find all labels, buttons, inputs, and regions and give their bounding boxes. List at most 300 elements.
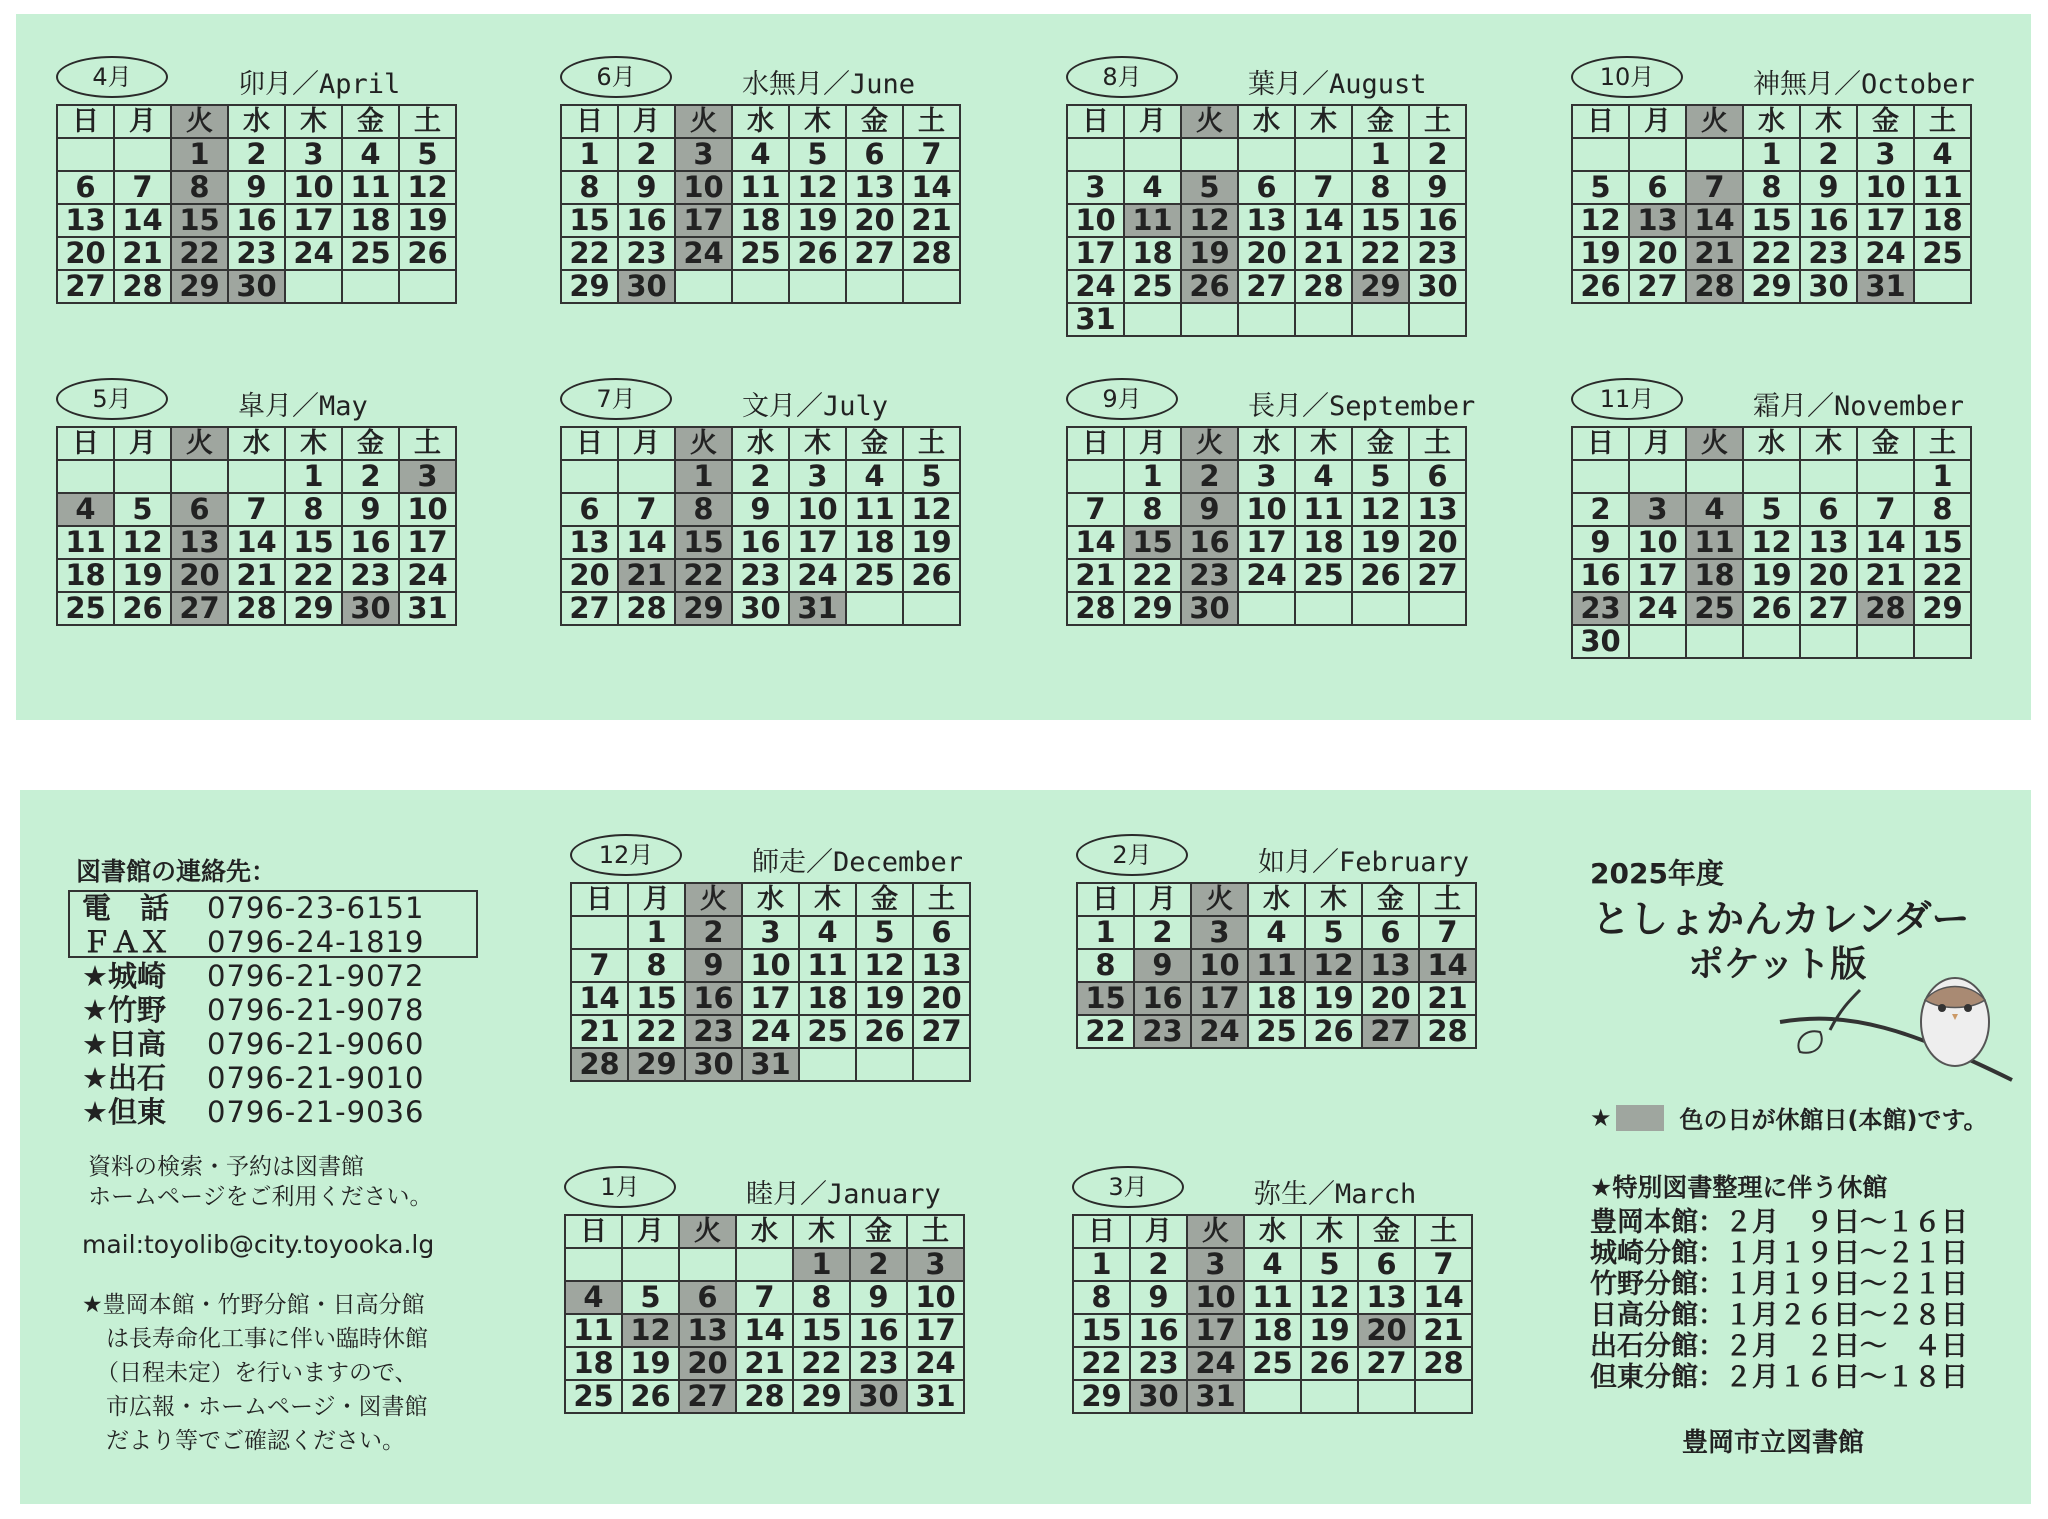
week-row — [1572, 625, 1971, 658]
day-cell: 12 — [399, 171, 456, 204]
day-cell: 20 — [913, 982, 970, 1015]
month-grid — [56, 104, 457, 304]
day-cell: 28 — [228, 592, 285, 625]
closure-dates: １月２６日～２８日 — [1725, 1300, 1968, 1331]
day-cell: 1 — [171, 138, 228, 171]
calendar-header — [56, 378, 478, 430]
legend-text: 色の日が休館日(本館)です。 — [1679, 1106, 1988, 1134]
day-cell: 4 — [1295, 460, 1352, 493]
day-cell: 17 — [675, 204, 732, 237]
day-cell: 29 — [561, 270, 618, 303]
week-row — [1077, 916, 1476, 949]
weekday-header: 火 — [171, 105, 228, 138]
month-number-label: 9月 — [1066, 378, 1178, 420]
day-cell: 4 — [565, 1281, 622, 1314]
day-cell: 2 — [1181, 460, 1238, 493]
day-cell: 20 — [1362, 982, 1419, 1015]
day-cell: 17 — [1238, 526, 1295, 559]
fiscal-year-title: 2025年度 — [1590, 857, 1724, 890]
weekday-header: 土 — [1409, 105, 1466, 138]
empty-day-cell — [1067, 138, 1124, 171]
month-grid — [1076, 882, 1477, 1049]
day-cell: 17 — [742, 982, 799, 1015]
day-cell: 25 — [799, 1015, 856, 1048]
day-cell: 10 — [1238, 493, 1295, 526]
day-cell: 20 — [171, 559, 228, 592]
month-grid — [1072, 1214, 1473, 1414]
day-cell: 2 — [1572, 493, 1629, 526]
day-cell: 29 — [1124, 592, 1181, 625]
day-cell: 5 — [789, 138, 846, 171]
day-cell: 13 — [561, 526, 618, 559]
empty-day-cell — [1629, 460, 1686, 493]
day-cell: 11 — [846, 493, 903, 526]
empty-day-cell — [1686, 138, 1743, 171]
weekday-header: 日 — [561, 427, 618, 460]
phone-number: 0796-24-1819 — [207, 925, 425, 959]
calendar-header — [570, 834, 992, 886]
day-cell: 16 — [1181, 526, 1238, 559]
week-row — [57, 460, 456, 493]
day-cell: 29 — [1352, 270, 1409, 303]
day-cell: 21 — [1295, 237, 1352, 270]
weekday-header: 日 — [1572, 105, 1629, 138]
closure-dates: １月１９日～２１日 — [1725, 1269, 1968, 1300]
day-cell: 4 — [57, 493, 114, 526]
day-cell: 13 — [1800, 526, 1857, 559]
empty-day-cell — [913, 1048, 970, 1081]
empty-day-cell — [903, 270, 960, 303]
day-cell: 28 — [903, 237, 960, 270]
day-cell: 7 — [1415, 1248, 1472, 1281]
weekday-header: 木 — [1800, 427, 1857, 460]
day-cell: 10 — [675, 171, 732, 204]
special-closure-row — [1590, 1355, 1968, 1394]
month-name-label: 神無月／October — [1753, 69, 1975, 100]
phone-number: 0796-21-9072 — [207, 959, 425, 993]
week-row — [561, 237, 960, 270]
empty-day-cell — [1914, 625, 1971, 658]
weekday-header: 金 — [1358, 1215, 1415, 1248]
day-cell: 30 — [618, 270, 675, 303]
day-cell: 28 — [114, 270, 171, 303]
empty-day-cell — [1295, 303, 1352, 336]
weekday-header: 火 — [675, 105, 732, 138]
day-cell: 1 — [1077, 916, 1134, 949]
day-cell: 16 — [228, 204, 285, 237]
empty-day-cell — [571, 916, 628, 949]
day-cell: 16 — [1409, 204, 1466, 237]
day-cell: 22 — [793, 1347, 850, 1380]
day-cell: 14 — [1419, 949, 1476, 982]
empty-day-cell — [1743, 460, 1800, 493]
day-cell: 27 — [1362, 1015, 1419, 1048]
week-row — [561, 526, 960, 559]
day-cell: 29 — [675, 592, 732, 625]
day-cell: 2 — [1409, 138, 1466, 171]
day-cell: 31 — [1857, 270, 1914, 303]
day-cell: 5 — [1572, 171, 1629, 204]
day-cell: 3 — [1191, 916, 1248, 949]
weekday-header: 木 — [789, 105, 846, 138]
calendar-header — [1571, 378, 1993, 430]
empty-day-cell — [1409, 303, 1466, 336]
day-cell: 18 — [732, 204, 789, 237]
day-cell: 12 — [1572, 204, 1629, 237]
empty-day-cell — [1629, 625, 1686, 658]
weekday-header: 土 — [1409, 427, 1466, 460]
weekday-header: 土 — [913, 883, 970, 916]
day-cell: 18 — [1124, 237, 1181, 270]
day-cell: 20 — [1629, 237, 1686, 270]
day-cell: 15 — [1743, 204, 1800, 237]
day-cell: 28 — [1419, 1015, 1476, 1048]
day-cell: 9 — [685, 949, 742, 982]
empty-day-cell — [789, 270, 846, 303]
day-cell: 14 — [1686, 204, 1743, 237]
day-cell: 11 — [1295, 493, 1352, 526]
day-cell: 12 — [1301, 1281, 1358, 1314]
day-cell: 17 — [1191, 982, 1248, 1015]
day-cell: 13 — [171, 526, 228, 559]
month-grid — [1066, 426, 1467, 626]
day-cell: 24 — [907, 1347, 964, 1380]
weekday-header: 日 — [1572, 427, 1629, 460]
day-cell: 8 — [1124, 493, 1181, 526]
day-cell: 29 — [1073, 1380, 1130, 1413]
day-cell: 19 — [1352, 526, 1409, 559]
week-row — [1073, 1281, 1472, 1314]
day-cell: 12 — [1743, 526, 1800, 559]
day-cell: 6 — [1629, 171, 1686, 204]
day-cell: 26 — [1352, 559, 1409, 592]
day-cell: 7 — [1295, 171, 1352, 204]
week-row — [1067, 493, 1466, 526]
day-cell: 30 — [342, 592, 399, 625]
day-cell: 27 — [57, 270, 114, 303]
weekday-header: 金 — [342, 427, 399, 460]
day-cell: 9 — [1572, 526, 1629, 559]
weekday-header: 金 — [1857, 105, 1914, 138]
weekday-header: 金 — [846, 105, 903, 138]
day-cell: 22 — [1073, 1347, 1130, 1380]
day-cell: 21 — [903, 204, 960, 237]
day-cell: 15 — [1077, 982, 1134, 1015]
week-row — [565, 1314, 964, 1347]
day-cell: 12 — [856, 949, 913, 982]
week-row — [1572, 138, 1971, 171]
day-cell: 27 — [1238, 270, 1295, 303]
day-cell: 2 — [850, 1248, 907, 1281]
day-cell: 23 — [1409, 237, 1466, 270]
empty-day-cell — [399, 270, 456, 303]
day-cell: 7 — [1686, 171, 1743, 204]
empty-day-cell — [675, 270, 732, 303]
day-cell: 28 — [1857, 592, 1914, 625]
day-cell: 27 — [171, 592, 228, 625]
weekday-header-row — [1077, 883, 1476, 916]
day-cell: 29 — [1743, 270, 1800, 303]
closure-notice — [82, 1288, 428, 1458]
day-cell: 27 — [1409, 559, 1466, 592]
week-row — [561, 138, 960, 171]
week-row — [1572, 493, 1971, 526]
weekday-header: 日 — [57, 105, 114, 138]
weekday-header: 火 — [679, 1215, 736, 1248]
week-row — [57, 493, 456, 526]
day-cell: 8 — [285, 493, 342, 526]
day-cell: 17 — [1857, 204, 1914, 237]
day-cell: 27 — [561, 592, 618, 625]
month-number-label: 6月 — [560, 56, 672, 98]
day-cell: 6 — [171, 493, 228, 526]
day-cell: 3 — [1067, 171, 1124, 204]
week-row — [1572, 559, 1971, 592]
day-cell: 3 — [1187, 1248, 1244, 1281]
day-cell: 4 — [1244, 1248, 1301, 1281]
week-row — [561, 204, 960, 237]
weekday-header: 火 — [675, 427, 732, 460]
weekday-header-row — [1073, 1215, 1472, 1248]
phone-number: 0796-21-9078 — [207, 993, 425, 1027]
day-cell: 18 — [1686, 559, 1743, 592]
day-cell: 16 — [850, 1314, 907, 1347]
empty-day-cell — [228, 460, 285, 493]
day-cell: 23 — [618, 237, 675, 270]
day-cell: 26 — [114, 592, 171, 625]
weekday-header: 日 — [561, 105, 618, 138]
closure-dates: ２月 ９日～１６日 — [1725, 1207, 1968, 1238]
week-row — [1067, 237, 1466, 270]
weekday-header: 木 — [285, 105, 342, 138]
day-cell: 11 — [57, 526, 114, 559]
weekday-header: 月 — [114, 427, 171, 460]
day-cell: 24 — [1629, 592, 1686, 625]
week-row — [57, 237, 456, 270]
empty-day-cell — [903, 592, 960, 625]
search-note-line: 資料の検索・予約は図書館 — [88, 1154, 364, 1180]
month-name-label: 霜月／November — [1753, 391, 1965, 422]
weekday-header: 火 — [1686, 427, 1743, 460]
day-cell: 1 — [1124, 460, 1181, 493]
day-cell: 23 — [1572, 592, 1629, 625]
empty-day-cell — [1181, 138, 1238, 171]
day-cell: 24 — [1857, 237, 1914, 270]
day-cell: 25 — [565, 1380, 622, 1413]
day-cell: 13 — [1629, 204, 1686, 237]
day-cell: 16 — [1130, 1314, 1187, 1347]
day-cell: 30 — [1181, 592, 1238, 625]
day-cell: 23 — [342, 559, 399, 592]
day-cell: 8 — [675, 493, 732, 526]
branch-name: 日高分館： — [1590, 1300, 1725, 1331]
day-cell: 26 — [789, 237, 846, 270]
day-cell: 23 — [228, 237, 285, 270]
day-cell: 2 — [1134, 916, 1191, 949]
day-cell: 15 — [628, 982, 685, 1015]
empty-day-cell — [1124, 138, 1181, 171]
week-row — [1067, 303, 1466, 336]
day-cell: 24 — [789, 559, 846, 592]
day-cell: 8 — [1073, 1281, 1130, 1314]
day-cell: 3 — [907, 1248, 964, 1281]
weekday-header: 火 — [1686, 105, 1743, 138]
month-number-label: 3月 — [1072, 1166, 1184, 1208]
day-cell: 4 — [1686, 493, 1743, 526]
day-cell: 15 — [171, 204, 228, 237]
day-cell: 10 — [1191, 949, 1248, 982]
day-cell: 3 — [399, 460, 456, 493]
day-cell: 20 — [1358, 1314, 1415, 1347]
day-cell: 4 — [1248, 916, 1305, 949]
month-grid — [1066, 104, 1467, 337]
notice-line: は長寿命化工事に伴い臨時休館 — [106, 1326, 428, 1352]
weekday-header: 木 — [285, 427, 342, 460]
month-number-label: 12月 — [570, 834, 682, 876]
day-cell: 15 — [285, 526, 342, 559]
month-name-label: 弥生／March — [1254, 1179, 1417, 1210]
weekday-header-row — [1572, 427, 1971, 460]
day-cell: 1 — [1352, 138, 1409, 171]
weekday-header: 月 — [1124, 427, 1181, 460]
day-cell: 8 — [1743, 171, 1800, 204]
day-cell: 29 — [1914, 592, 1971, 625]
day-cell: 13 — [57, 204, 114, 237]
day-cell: 26 — [1305, 1015, 1362, 1048]
weekday-header-row — [561, 105, 960, 138]
day-cell: 22 — [561, 237, 618, 270]
weekday-header: 月 — [622, 1215, 679, 1248]
day-cell: 8 — [793, 1281, 850, 1314]
month-grid — [564, 1214, 965, 1414]
empty-day-cell — [1857, 625, 1914, 658]
day-cell: 3 — [1629, 493, 1686, 526]
weekday-header: 月 — [114, 105, 171, 138]
calendar-card-front — [16, 14, 2031, 720]
day-cell: 14 — [618, 526, 675, 559]
week-row — [1067, 460, 1466, 493]
week-row — [561, 270, 960, 303]
week-row — [1067, 592, 1466, 625]
day-cell: 16 — [1572, 559, 1629, 592]
day-cell: 6 — [1238, 171, 1295, 204]
week-row — [1067, 171, 1466, 204]
weekday-header: 水 — [1238, 105, 1295, 138]
empty-day-cell — [1352, 592, 1409, 625]
day-cell: 13 — [1362, 949, 1419, 982]
day-cell: 27 — [1629, 270, 1686, 303]
day-cell: 1 — [675, 460, 732, 493]
day-cell: 12 — [622, 1314, 679, 1347]
day-cell: 4 — [1124, 171, 1181, 204]
week-row — [1073, 1347, 1472, 1380]
month-grid — [56, 426, 457, 626]
day-cell: 25 — [1295, 559, 1352, 592]
phone-number: 0796-23-6151 — [207, 891, 425, 925]
day-cell: 10 — [285, 171, 342, 204]
day-cell: 4 — [342, 138, 399, 171]
phone-label: ★出石 — [82, 1061, 166, 1095]
day-cell: 11 — [565, 1314, 622, 1347]
day-cell: 8 — [1914, 493, 1971, 526]
weekday-header: 火 — [685, 883, 742, 916]
calendar-header — [564, 1166, 986, 1218]
month-number-label: 4月 — [56, 56, 168, 98]
empty-day-cell — [846, 592, 903, 625]
week-row — [1077, 1015, 1476, 1048]
weekday-header: 日 — [571, 883, 628, 916]
week-row — [561, 460, 960, 493]
empty-day-cell — [1301, 1380, 1358, 1413]
day-cell: 7 — [1419, 916, 1476, 949]
day-cell: 6 — [561, 493, 618, 526]
empty-day-cell — [618, 460, 675, 493]
day-cell: 18 — [799, 982, 856, 1015]
day-cell: 16 — [732, 526, 789, 559]
day-cell: 29 — [628, 1048, 685, 1081]
day-cell: 9 — [1800, 171, 1857, 204]
day-cell: 10 — [907, 1281, 964, 1314]
month-grid — [570, 882, 971, 1082]
day-cell: 25 — [57, 592, 114, 625]
weekday-header: 木 — [1301, 1215, 1358, 1248]
weekday-header-row — [565, 1215, 964, 1248]
day-cell: 30 — [1572, 625, 1629, 658]
weekday-header-row — [57, 427, 456, 460]
empty-day-cell — [1238, 138, 1295, 171]
day-cell: 19 — [1305, 982, 1362, 1015]
notice-line: だより等でご確認ください。 — [106, 1428, 405, 1454]
empty-day-cell — [57, 138, 114, 171]
day-cell: 23 — [732, 559, 789, 592]
day-cell: 3 — [1857, 138, 1914, 171]
phone-label: ★日高 — [82, 1027, 166, 1061]
week-row — [571, 1048, 970, 1081]
weekday-header: 木 — [1800, 105, 1857, 138]
branch-name: 出石分館： — [1590, 1331, 1725, 1362]
day-cell: 8 — [561, 171, 618, 204]
day-cell: 11 — [1914, 171, 1971, 204]
day-cell: 14 — [1067, 526, 1124, 559]
weekday-header: 水 — [1238, 427, 1295, 460]
week-row — [57, 270, 456, 303]
day-cell: 29 — [285, 592, 342, 625]
calendar-header — [560, 378, 982, 430]
day-cell: 11 — [1248, 949, 1305, 982]
day-cell: 19 — [856, 982, 913, 1015]
calendar-header — [1066, 56, 1488, 108]
week-row — [561, 592, 960, 625]
day-cell: 23 — [1181, 559, 1238, 592]
day-cell: 12 — [1181, 204, 1238, 237]
empty-day-cell — [1067, 460, 1124, 493]
day-cell: 10 — [789, 493, 846, 526]
day-cell: 16 — [342, 526, 399, 559]
day-cell: 12 — [1352, 493, 1409, 526]
day-cell: 21 — [1419, 982, 1476, 1015]
weekday-header: 日 — [57, 427, 114, 460]
weekday-header: 水 — [736, 1215, 793, 1248]
day-cell: 14 — [228, 526, 285, 559]
week-row — [565, 1248, 964, 1281]
week-row — [57, 204, 456, 237]
day-cell: 11 — [342, 171, 399, 204]
weekday-header: 土 — [1419, 883, 1476, 916]
day-cell: 26 — [903, 559, 960, 592]
day-cell: 2 — [228, 138, 285, 171]
month-name-label: 長月／September — [1248, 391, 1476, 422]
week-row — [57, 592, 456, 625]
